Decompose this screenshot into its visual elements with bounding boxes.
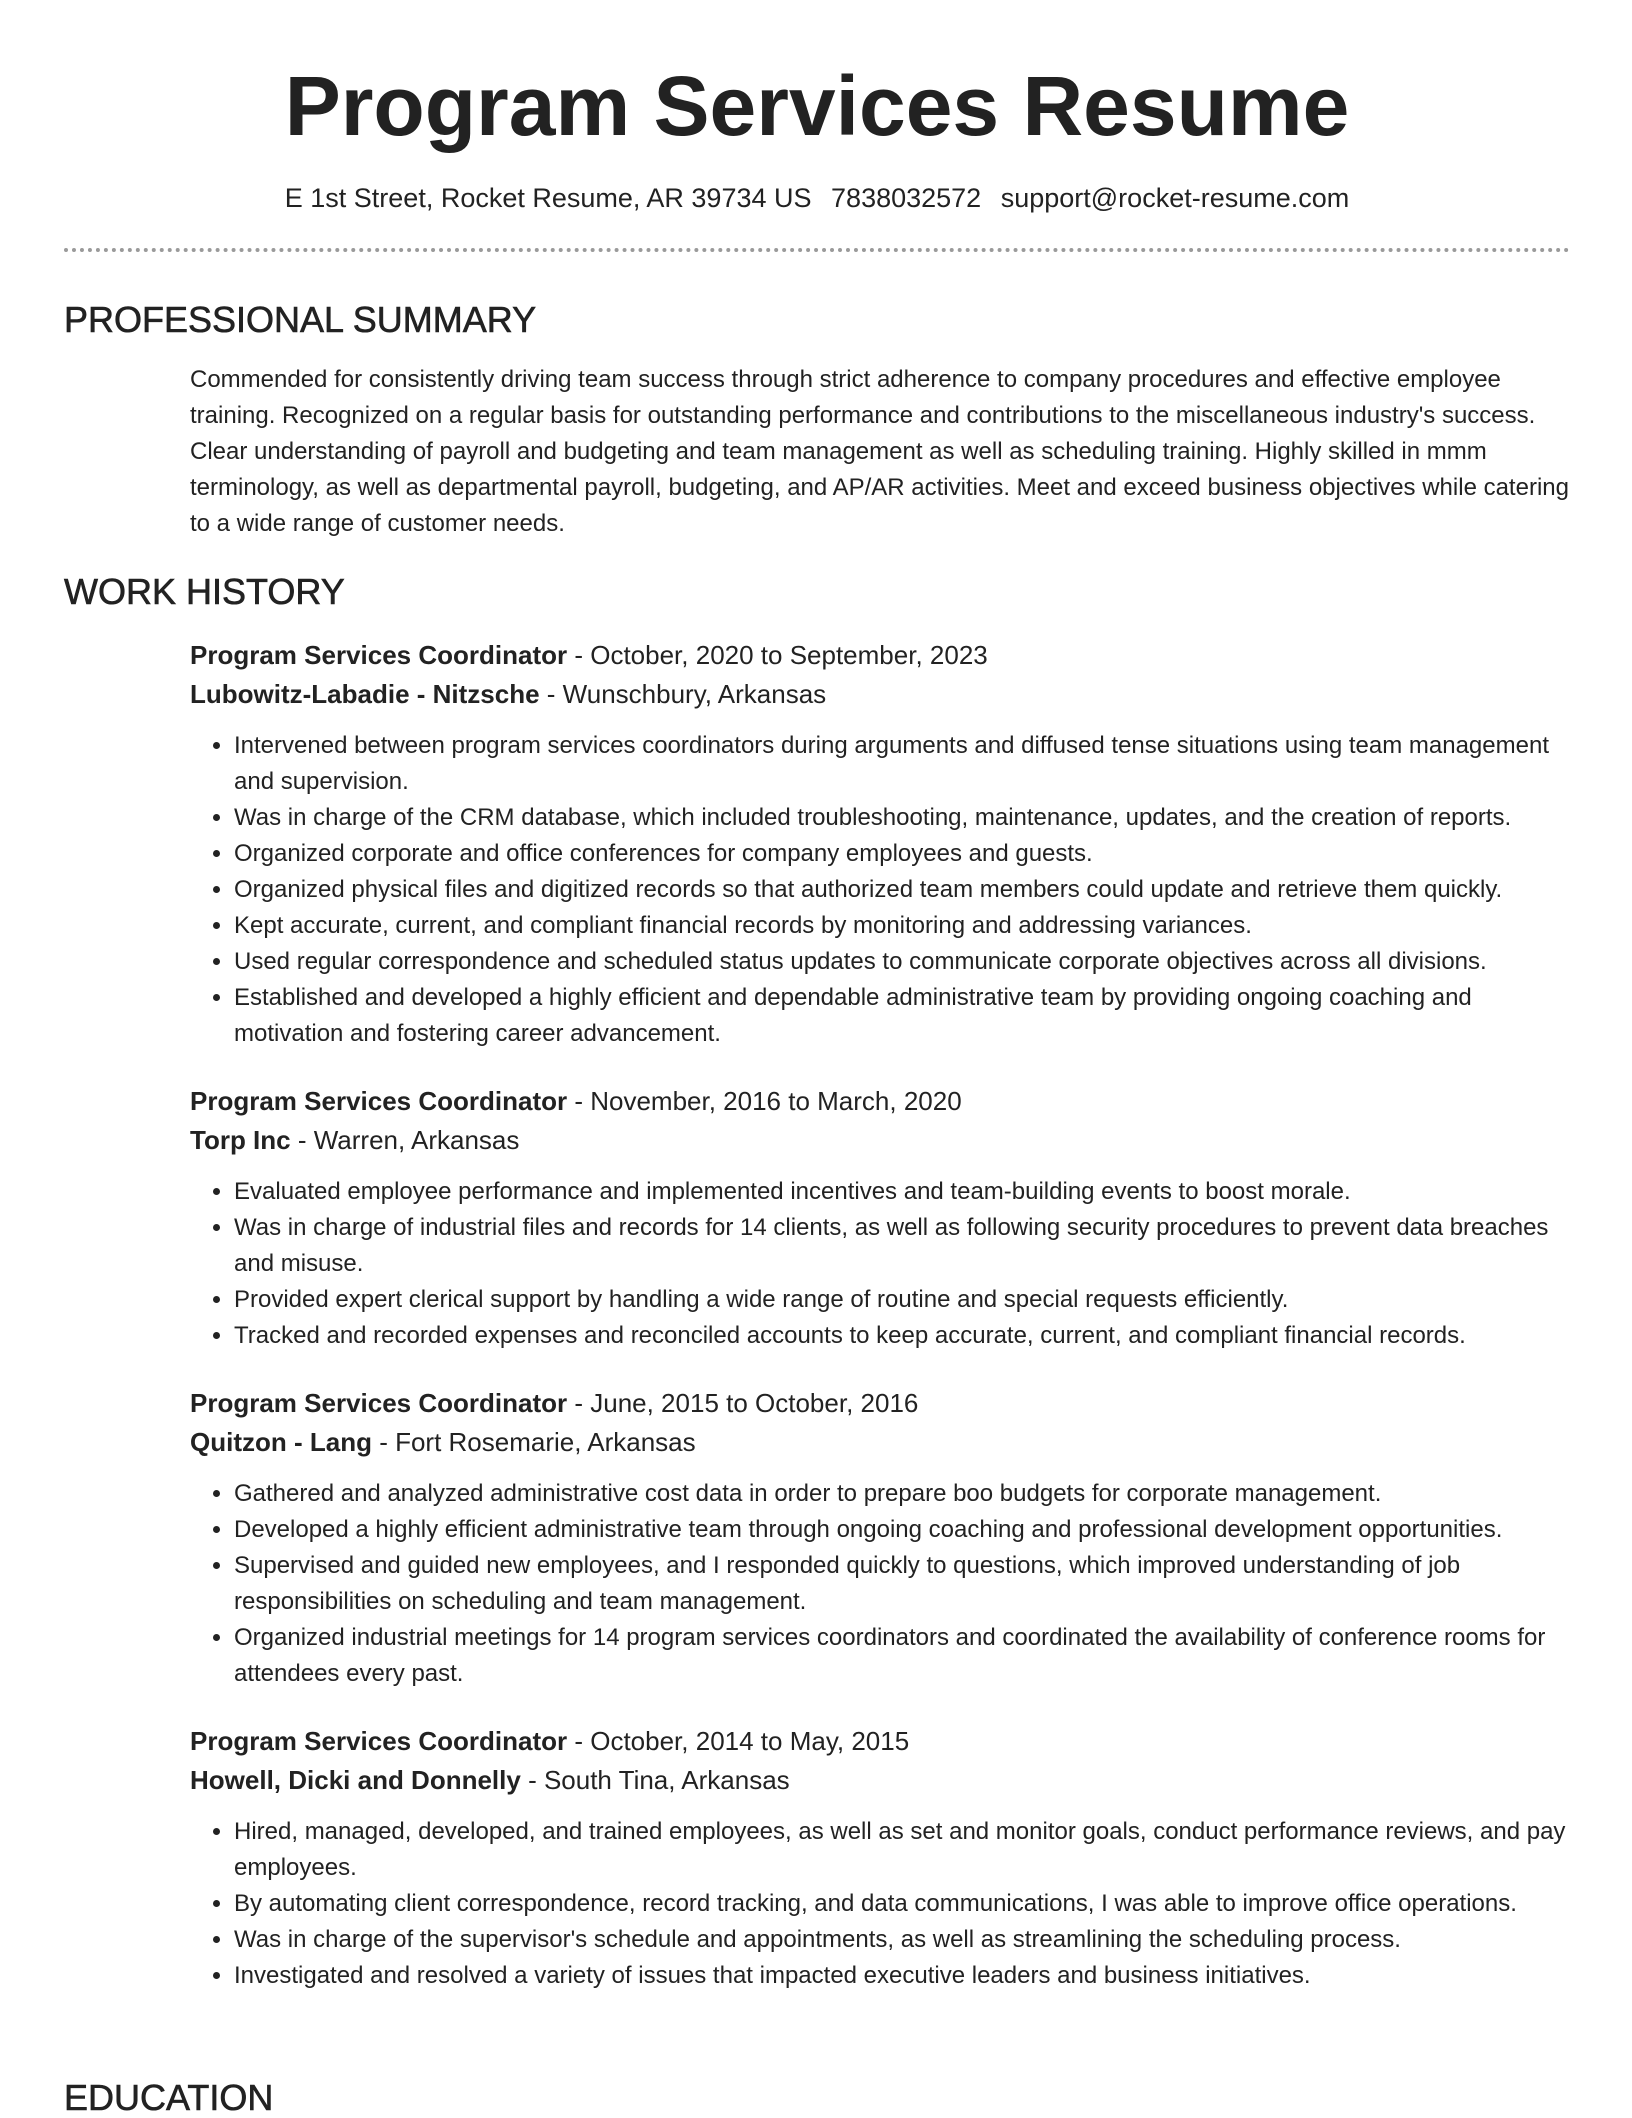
job-bullet: • Intervened between program services coordinators during arguments and diffused tense situations using team management and supervision.: [234, 728, 1570, 800]
contact-line: [64, 180, 1570, 216]
job-bullet: • Supervised and guided new employees, and I responded quickly to questions, which improved understanding of job responsibilities on scheduling and team management.: [234, 1548, 1570, 1620]
job-entry: [190, 1082, 1570, 1354]
job-company: Lubowitz-Labadie - Nitzsche: [190, 679, 540, 709]
job-bullets: [190, 1174, 1570, 1354]
job-company: Torp Inc: [190, 1125, 291, 1155]
job-dates: - October, 2014 to May, 2015: [567, 1726, 910, 1756]
section-title-work-history: WORK HISTORY: [64, 571, 345, 612]
job-bullet: • Gathered and analyzed administrative cost data in order to prepare boo budgets for corporate management.: [234, 1476, 1570, 1512]
job-entry: [190, 1722, 1570, 1994]
job-bullet: • Organized industrial meetings for 14 program services coordinators and coordinated the availability of conference rooms for attendees every past.: [234, 1620, 1570, 1692]
job-role: Program Services Coordinator: [190, 1086, 568, 1116]
job-bullet: • Organized physical files and digitized records so that authorized team members could update and retrieve them quickly.: [234, 872, 1570, 908]
resume-page: [64, 0, 1570, 1994]
job-dates: - November, 2016 to March, 2020: [567, 1086, 962, 1116]
job-company-line: [190, 675, 1570, 714]
resume-title: Program Services Resume: [284, 59, 1350, 153]
job-bullet: • Was in charge of the CRM database, which included troubleshooting, maintenance, updates, and the creation of reports.: [234, 800, 1570, 836]
section-title-education: EDUCATION: [64, 2077, 274, 2118]
job-bullet: • Developed a highly efficient administrative team through ongoing coaching and professional development opportunities.: [234, 1512, 1570, 1548]
job-bullet: • By automating client correspondence, record tracking, and data communications, I was able to improve office operations.: [234, 1886, 1570, 1922]
job-location: - South Tina, Arkansas: [520, 1765, 790, 1795]
job-company-line: [190, 1121, 1570, 1160]
job-role: Program Services Coordinator: [190, 1726, 568, 1756]
job-bullet: • Established and developed a highly efficient and dependable administrative team by providing ongoing coaching and motivation and fostering career advancement.: [234, 980, 1570, 1052]
header-divider: [64, 248, 1570, 252]
contact-phone: 7838032572: [831, 183, 982, 213]
job-role-line: [190, 636, 1570, 675]
section-title-summary: PROFESSIONAL SUMMARY: [64, 299, 537, 340]
work-history-list: [190, 636, 1570, 1994]
job-bullets: [190, 728, 1570, 1052]
job-company: Howell, Dicki and Donnelly: [190, 1765, 521, 1795]
job-bullet: • Provided expert clerical support by handling a wide range of routine and special requests efficiently.: [234, 1282, 1570, 1318]
job-bullet: • Used regular correspondence and scheduled status updates to communicate corporate objectives across all divisions.: [234, 944, 1570, 980]
job-location: - Fort Rosemarie, Arkansas: [371, 1427, 696, 1457]
job-bullet: • Kept accurate, current, and compliant financial records by monitoring and addressing variances.: [234, 908, 1570, 944]
job-role: Program Services Coordinator: [190, 1388, 568, 1418]
job-dates: - October, 2020 to September, 2023: [567, 640, 988, 670]
job-location: - Wunschbury, Arkansas: [539, 679, 827, 709]
job-bullet: • Tracked and recorded expenses and reconciled accounts to keep accurate, current, and compliant financial records.: [234, 1318, 1570, 1354]
job-bullet: • Investigated and resolved a variety of issues that impacted executive leaders and business initiatives.: [234, 1958, 1570, 1994]
contact-email: support@rocket-resume.com: [1000, 183, 1350, 213]
job-bullet: • Organized corporate and office conferences for company employees and guests.: [234, 836, 1570, 872]
job-role-line: [190, 1722, 1570, 1761]
job-role-line: [190, 1384, 1570, 1423]
job-bullet: • Was in charge of industrial files and records for 14 clients, as well as following security procedures to prevent data breaches and misuse.: [234, 1210, 1570, 1282]
job-company-line: [190, 1761, 1570, 1800]
job-bullet: • Hired, managed, developed, and trained employees, as well as set and monitor goals, conduct performance reviews, and pay employees.: [234, 1814, 1570, 1886]
job-bullet: • Was in charge of the supervisor's schedule and appointments, as well as streamlining the scheduling process.: [234, 1922, 1570, 1958]
summary-text: Commended for consistently driving team success through strict adherence to company procedures and effective employee training. Recognized on a regular basis for outstanding performance and contributions to the miscellaneous industry's success. Clear understanding of payroll and budgeting and team management as well as scheduling training. Highly skilled in mmm terminology, as well as departmental payroll, budgeting, and AP/AR activities. Meet and exceed business objectives while catering to a wide range of customer needs.: [190, 366, 1569, 537]
job-entry: [190, 1384, 1570, 1692]
job-bullets: [190, 1476, 1570, 1692]
job-entry: [190, 636, 1570, 1052]
job-company-line: [190, 1423, 1570, 1462]
job-role-line: [190, 1082, 1570, 1121]
job-company: Quitzon - Lang: [190, 1427, 372, 1457]
job-dates: - June, 2015 to October, 2016: [567, 1388, 919, 1418]
job-bullets: [190, 1814, 1570, 1994]
job-role: Program Services Coordinator: [190, 640, 568, 670]
contact-address: E 1st Street, Rocket Resume, AR 39734 US: [284, 183, 812, 213]
job-location: - Warren, Arkansas: [290, 1125, 520, 1155]
job-bullet: • Evaluated employee performance and implemented incentives and team-building events to boost morale.: [234, 1174, 1570, 1210]
